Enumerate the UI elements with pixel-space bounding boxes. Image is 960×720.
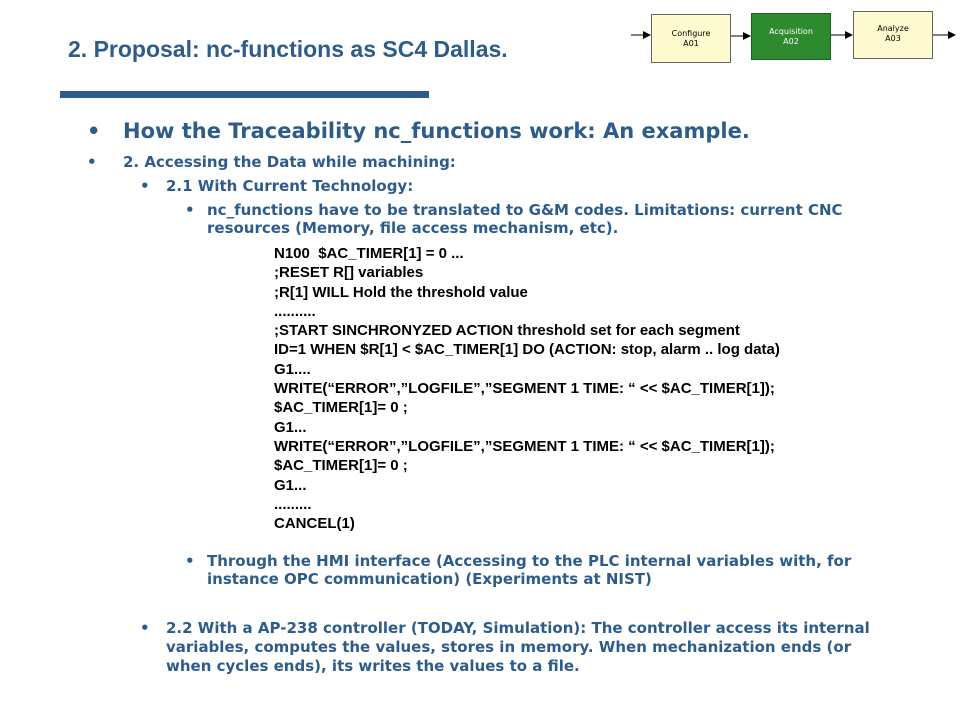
flow-box-configure — [651, 14, 731, 63]
code-line: G1... — [274, 476, 307, 494]
bullet-hmi-text: Through the HMI interface (Accessing to the PLC internal variables with, for instance OPC communication) (Experiments at NIST) — [207, 552, 852, 588]
bullet-dot-icon: • — [140, 177, 150, 195]
code-line: WRITE(“ERROR”,”LOGFILE”,”SEGMENT 1 TIME: “ << $AC_TIMER[1]); — [274, 380, 775, 398]
bullet-ap238-text: 2.2 With a AP-238 controller (TODAY, Simulation): The controller access its internal variables, computes the values, stores in memory. When mechanization ends (or when cycles ends), its writes the values to a file. — [166, 619, 870, 675]
bullet-dot-icon: • — [87, 153, 97, 171]
code-line: CANCEL(1) — [274, 515, 355, 533]
flow-box-code: A03 — [885, 34, 901, 43]
bullet-dot-icon: • — [87, 119, 101, 143]
bullet-section-text: 2. Accessing the Data while machining: — [123, 153, 456, 171]
bullet-dot-icon: • — [185, 201, 195, 219]
code-line: N100 $AC_TIMER[1] = 0 ... — [274, 245, 464, 262]
code-line: ;START SINCHRONYZED ACTION threshold set for each segment — [274, 322, 740, 340]
code-line: ID=1 WHEN $R[1] < $AC_TIMER[1] DO (ACTION: stop, alarm .. log data) — [274, 341, 780, 359]
bullet-translate-text: nc_functions have to be translated to G&M codes. Limitations: current CNC resources (Memory, file access mechanism, etc). — [207, 201, 843, 237]
flow-box-name: Configure — [671, 29, 711, 38]
code-line: WRITE(“ERROR”,”LOGFILE”,”SEGMENT 1 TIME: “ << $AC_TIMER[1]); — [274, 437, 775, 455]
title-underline — [60, 91, 429, 98]
flow-box-analyze — [853, 11, 933, 59]
flow-box-acquisition — [751, 13, 831, 60]
slide-title: 2. Proposal: nc-functions as SC4 Dallas. — [68, 36, 508, 62]
flow-box-code: A02 — [783, 37, 799, 46]
flow-box-code: A01 — [683, 39, 699, 48]
code-line: G1... — [274, 418, 307, 436]
flow-box-name: Acquisition — [769, 27, 813, 36]
code-line: .......... — [274, 302, 316, 320]
code-block — [274, 244, 780, 533]
bullet-current-tech-text: 2.1 With Current Technology: — [166, 177, 414, 195]
bullet-main-text: How the Traceability nc_functions work: An example. — [123, 119, 750, 143]
code-line: $AC_TIMER[1]= 0 ; — [274, 457, 408, 475]
code-line: ......... — [274, 495, 312, 513]
code-line: ;RESET R[] variables — [274, 264, 424, 282]
code-line: $AC_TIMER[1]= 0 ; — [274, 399, 408, 417]
flow-box-name: Analyze — [877, 24, 909, 33]
code-line: ;R[1] WILL Hold the threshold value — [274, 283, 528, 301]
code-line: G1.... — [274, 360, 311, 378]
bullet-dot-icon: • — [185, 552, 195, 570]
bullet-dot-icon: • — [140, 619, 150, 637]
